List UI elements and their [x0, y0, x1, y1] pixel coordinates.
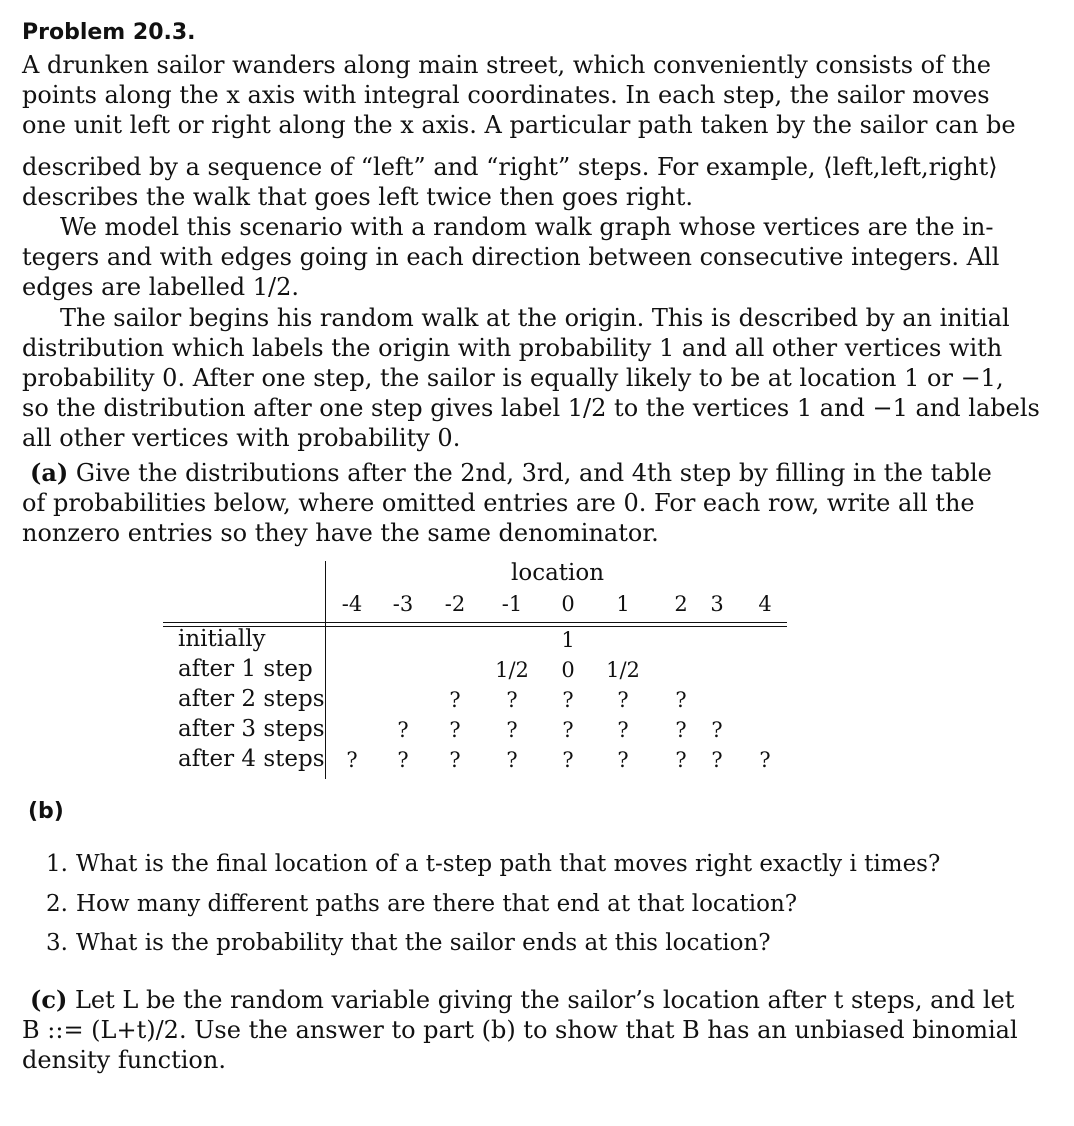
table-vertical-rule: [325, 561, 326, 779]
para3-line: distribution which labels the origin with probability 1 and all other vertices with: [22, 334, 1003, 362]
problem-title: Problem 20.3.: [22, 20, 196, 45]
para3-line: all other vertices with probability 0.: [22, 424, 461, 452]
part-c-line: B ::= (L+t)/2. Use the answer to part (b) to show that B has an unbiased binomial: [22, 1016, 1018, 1044]
table-cell: 1/2: [606, 658, 640, 682]
intro-line: points along the x axis with integral coordinates. In each step, the sailor moves: [22, 81, 990, 109]
intro-line: A drunken sailor wanders along main street, which conveniently consists of the: [22, 51, 991, 79]
part-c-label: (c): [30, 985, 68, 1014]
list-number: 1.: [46, 851, 68, 877]
para2-line: edges are labelled 1/2.: [22, 273, 300, 301]
column-header: -4: [341, 592, 363, 616]
table-cell: ?: [675, 688, 687, 712]
table-cell: ?: [617, 718, 629, 742]
table-cell: ?: [759, 748, 771, 772]
part-a-line: Give the distributions after the 2nd, 3rd, and 4th step by filling in the table: [68, 459, 992, 487]
list-item: How many different paths are there that end at that location?: [76, 891, 798, 917]
table-cell: ?: [449, 718, 461, 742]
table-cell: ?: [562, 718, 574, 742]
table-cell: ?: [506, 718, 518, 742]
row-label: after 1 step: [178, 656, 313, 682]
row-label: after 2 steps: [178, 686, 325, 712]
part-a-first-line: [30, 458, 992, 488]
list-item: What is the probability that the sailor ends at this location?: [76, 930, 771, 956]
column-header: -2: [444, 592, 466, 616]
column-header: -3: [392, 592, 414, 616]
row-label: initially: [178, 626, 266, 652]
table-cell: ?: [711, 718, 723, 742]
list-item: What is the final location of a t-step path that moves right exactly i times?: [76, 851, 941, 877]
list-number: 2.: [46, 891, 68, 917]
intro-line: one unit left or right along the x axis. A particular path taken by the sailor can be: [22, 111, 1016, 139]
table-header-title: location: [511, 560, 605, 586]
table-cell: ?: [449, 748, 461, 772]
table-cell: 0: [561, 658, 575, 682]
table-cell: ?: [675, 748, 687, 772]
table-cell: ?: [675, 718, 687, 742]
row-label: after 3 steps: [178, 716, 325, 742]
part-a-line: of probabilities below, where omitted entries are 0. For each row, write all the: [22, 489, 975, 517]
table-cell: ?: [506, 748, 518, 772]
table-cell: ?: [449, 688, 461, 712]
table-cell: ?: [617, 748, 629, 772]
intro-line: described by a sequence of “left” and “right” steps. For example, ⟨left,left,right⟩: [22, 153, 998, 181]
part-c-first-line: [30, 985, 1014, 1015]
table-cell: ?: [346, 748, 358, 772]
para2-line: tegers and with edges going in each direction between consecutive integers. All: [22, 243, 1000, 271]
column-header: 1: [616, 592, 630, 616]
para2-line: We model this scenario with a random walk graph whose vertices are the in-: [60, 213, 994, 241]
list-number: 3.: [46, 930, 68, 956]
table-cell: ?: [562, 748, 574, 772]
part-c-line: density function.: [22, 1046, 226, 1074]
part-b-label: (b): [28, 799, 64, 824]
table-cell: 1: [561, 628, 575, 652]
para3-line: so the distribution after one step gives label 1/2 to the vertices 1 and −1 and labels: [22, 394, 1040, 422]
table-cell: ?: [562, 688, 574, 712]
part-a-label: (a): [30, 458, 69, 487]
table-cell: ?: [397, 718, 409, 742]
table-cell: 1/2: [495, 658, 529, 682]
column-header: 3: [710, 592, 724, 616]
column-header: 4: [758, 592, 772, 616]
column-header: -1: [501, 592, 523, 616]
column-header: 0: [561, 592, 575, 616]
row-label: after 4 steps: [178, 746, 325, 772]
part-c-line: Let L be the random variable giving the sailor’s location after t steps, and let: [67, 986, 1015, 1014]
intro-line: describes the walk that goes left twice then goes right.: [22, 183, 694, 211]
para3-line: The sailor begins his random walk at the origin. This is described by an initial: [60, 304, 1010, 332]
part-a-line: nonzero entries so they have the same denominator.: [22, 519, 659, 547]
table-cell: ?: [617, 688, 629, 712]
table-cell: ?: [397, 748, 409, 772]
para3-line: probability 0. After one step, the sailor is equally likely to be at location 1 or −1,: [22, 364, 1004, 392]
table-cell: ?: [711, 748, 723, 772]
table-cell: ?: [506, 688, 518, 712]
column-header: 2: [674, 592, 688, 616]
table-header-rule: [163, 622, 787, 623]
